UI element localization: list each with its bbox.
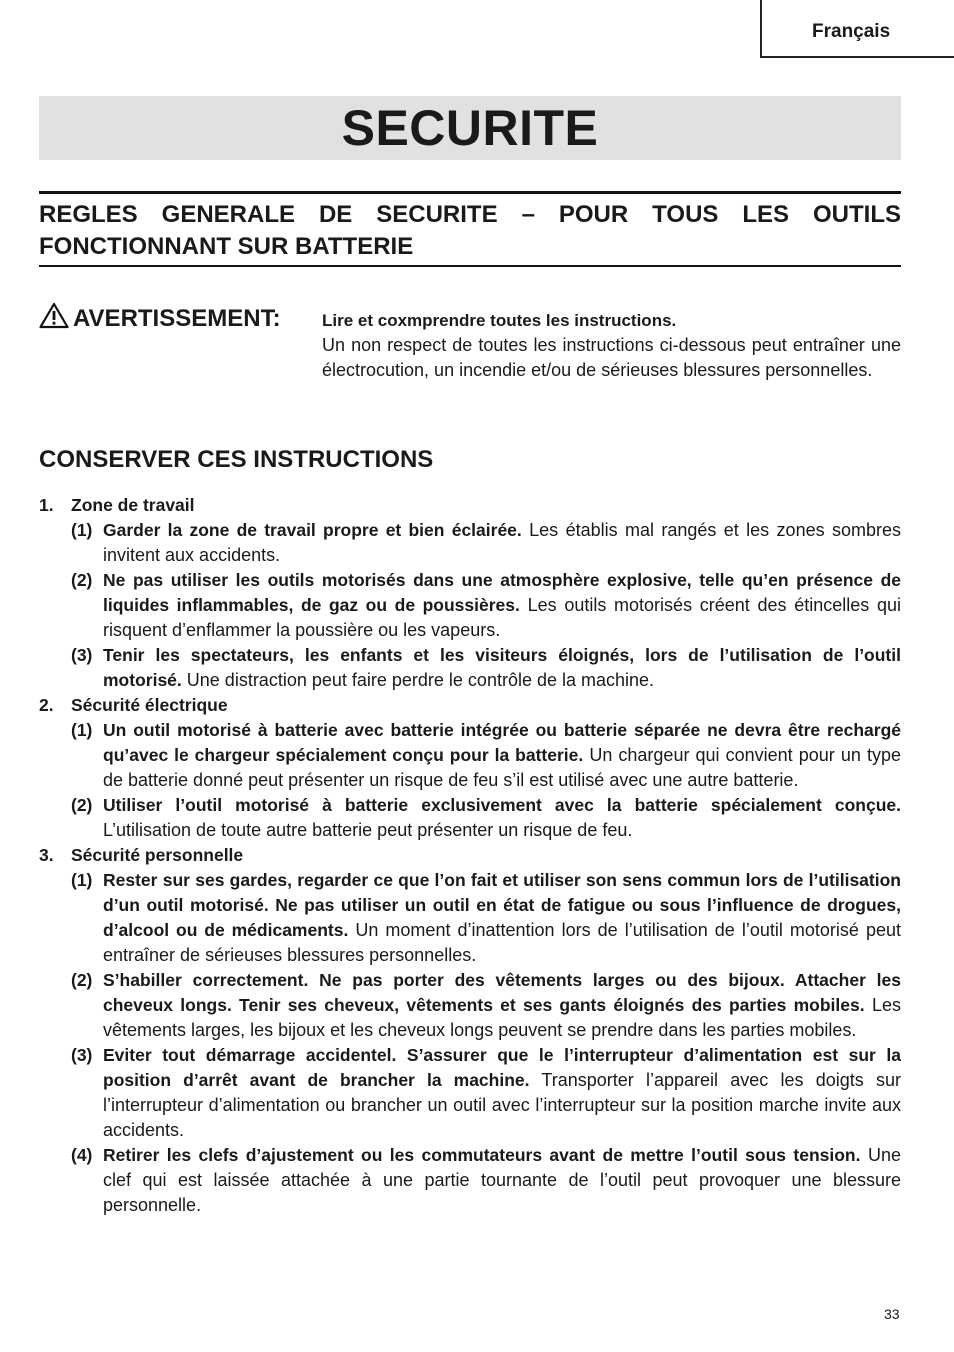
item-bold-text: Eviter tout démarrage accidentel. S’assurer que le l’interrupteur d’alimentation est sur la position d’arrêt avant de brancher la machine. — [103, 1045, 901, 1090]
list-item — [39, 1043, 901, 1143]
list-item — [39, 568, 901, 643]
item-number: (1) — [71, 720, 93, 740]
page-number: 33 — [884, 1306, 900, 1322]
item-text: Les vêtements larges, les bijoux et les cheveux longs peuvent se prendre dans les parties mobiles. — [103, 995, 901, 1040]
item-bold-text: Un outil motorisé à batterie avec batterie intégrée ou batterie séparée ne devra être rechargé qu’avec le chargeur spécialement conçu pour la batterie. — [103, 720, 901, 765]
item-number: (1) — [71, 520, 93, 540]
warning-text — [322, 308, 901, 383]
item-bold-text: Retirer les clefs d’ajustement ou les commutateurs avant de mettre l’outil sous tension. — [103, 1145, 861, 1165]
item-bold-text: Garder la zone de travail propre et bien éclairée. — [103, 520, 522, 540]
item-text: Un moment d’inattention lors de l’utilisation de l’outil motorisé peut entraîner de sérieuses blessures personnelles. — [103, 920, 901, 965]
section-number: 3. — [39, 845, 54, 865]
section-title — [39, 493, 901, 518]
list-item — [39, 518, 901, 568]
item-number: (2) — [71, 795, 93, 815]
heading-bottom-rule — [39, 265, 901, 267]
item-text: Transporter l’appareil avec les doigts sur l’interrupteur d’alimentation ou brancher un outil avec l’interrupteur sur la position marche invite aux accidents. — [103, 1070, 901, 1140]
item-text: Les établis mal rangés et les zones sombres invitent aux accidents. — [103, 520, 901, 565]
item-text: Un chargeur qui convient pour un type de batterie donné peut présenter un risque de feu s’il est utilisé avec une autre batterie. — [103, 745, 901, 790]
section-title — [39, 843, 901, 868]
title-band — [39, 96, 901, 160]
item-number: (3) — [71, 1045, 93, 1065]
item-number: (3) — [71, 645, 93, 665]
section-heading: REGLES GENERALE DE SECURITE – POUR TOUS LES OUTILS FONCTIONNANT SUR BATTERIE — [39, 201, 901, 260]
warning-label — [39, 302, 324, 334]
page-title: SECURITE — [341, 100, 599, 156]
item-number: (2) — [71, 970, 93, 990]
item-bold-text: Ne pas utiliser les outils motorisés dans une atmosphère explosive, telle qu’en présence de liquides inflammables, de gaz ou de poussières. — [103, 570, 901, 615]
item-bold-text: S’habiller correctement. Ne pas porter des vêtements larges ou des bijoux. Attacher les cheveux longs. Tenir ses cheveux, vêtements et ses gants éloignés des parties mobiles. — [103, 970, 901, 1015]
warning-label-text: AVERTISSEMENT: — [73, 305, 281, 332]
list-item — [39, 1143, 901, 1218]
item-number: (2) — [71, 570, 93, 590]
item-bold-text: Rester sur ses gardes, regarder ce que l’on fait et utiliser son sens commun lors de l’utilisation d’un outil motorisé. Ne pas utiliser un outil en état de fatigue ou sous l’influence de drogues, d’alcool ou de médicaments. — [103, 870, 901, 940]
item-text: Une clef qui est laissée attachée à une partie tournante de l’outil peut provoquer une blessure personnelle. — [103, 1145, 901, 1215]
item-text: Les outils motorisés créent des étincelles qui risquent d’enflammer la poussière ou les vapeurs. — [103, 595, 901, 640]
warning-body: Un non respect de toutes les instructions ci-dessous peut entraîner une électrocution, un incendie et/ou de sérieuses blessures personnelles. — [322, 335, 901, 380]
item-number: (1) — [71, 870, 93, 890]
list-item — [39, 793, 901, 843]
item-text: L’utilisation de toute autre batterie peut présenter un risque de feu. — [103, 820, 633, 840]
item-bold-text: Utiliser l’outil motorisé à batterie exclusivement avec la batterie spécialement conçue. — [103, 795, 901, 815]
warning-triangle-icon — [39, 302, 69, 329]
item-bold-text: Tenir les spectateurs, les enfants et les visiteurs éloignés, lors de l’utilisation de l’outil motorisé. — [103, 645, 901, 690]
section-number: 1. — [39, 495, 54, 515]
instruction-list — [39, 493, 901, 1218]
section-number: 2. — [39, 695, 54, 715]
heading-top-rule — [39, 191, 901, 194]
list-item — [39, 868, 901, 968]
section-title — [39, 693, 901, 718]
list-item — [39, 968, 901, 1043]
item-text: Une distraction peut faire perdre le contrôle de la machine. — [181, 670, 655, 690]
list-item — [39, 643, 901, 693]
language-label: Français — [812, 21, 891, 42]
list-item — [39, 718, 901, 793]
section-title-text: Sécurité électrique — [71, 695, 228, 715]
section-title-text: Zone de travail — [71, 495, 195, 515]
language-tab — [760, 0, 954, 58]
item-number: (4) — [71, 1145, 93, 1165]
section-title-text: Sécurité personnelle — [71, 845, 244, 865]
conserver-heading: CONSERVER CES INSTRUCTIONS — [39, 446, 434, 473]
warning-lead: Lire et coxmprendre toutes les instructions. — [322, 311, 677, 330]
